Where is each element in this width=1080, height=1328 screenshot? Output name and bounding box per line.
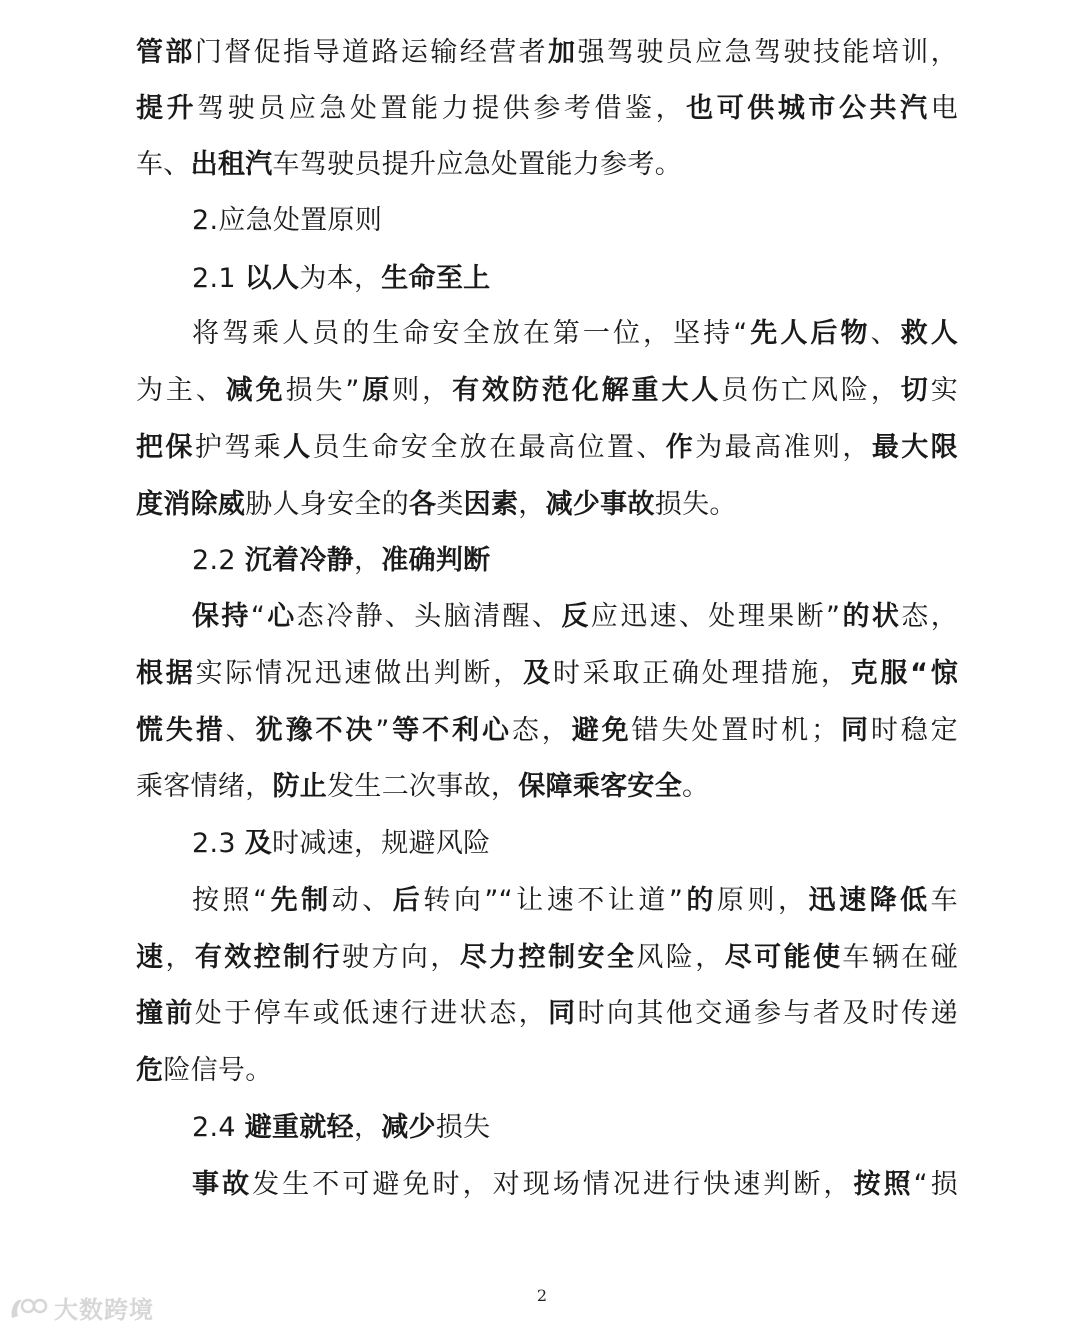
bold-text-run: 作 [665,432,696,463]
bold-text-run: 减免 [225,375,286,406]
bold-text-run: 沉着冷静 [244,545,354,576]
text-line [136,137,958,193]
bold-text-run: 按照 [853,1169,914,1200]
bold-text-run: 尽可能使 [724,942,843,973]
text-run: 员生命安全放在最高位置、 [312,432,666,463]
text-run: “ [250,601,266,632]
bold-text-run: 加 [548,37,578,68]
text-run: 错失处置时机； [631,715,839,746]
watermark [8,1290,154,1324]
bold-text-run: 尽力控制安全 [459,942,637,973]
text-line [136,986,958,1042]
bold-text-run: 生命至上 [381,263,491,294]
bold-text-run: 保持 [192,601,251,632]
bold-text-run: 同 [548,998,578,1029]
text-run: 胁人身安全的 [245,489,410,520]
watermark-logo-icon [8,1292,48,1322]
text-run: 为本， [299,263,382,294]
bold-text-run: 危 [136,1055,164,1086]
bold-text-run: 最大限 [871,432,958,463]
text-run: 2.3 [192,828,245,859]
text-run: 损失。 [654,489,737,520]
text-run: 发生二次事故， [327,771,519,802]
text-run: 、 [870,318,901,349]
text-run: ， [165,942,195,973]
bold-text-run: 减少 [381,1112,436,1143]
text-run: 门督促指导道路运输经营者 [194,37,549,68]
text-line [136,1043,958,1099]
bold-text-run: 犹豫不决 [255,715,376,746]
text-run: 2.2 [192,545,245,576]
text-run: 态冷静、头脑清醒、 [296,601,562,632]
text-run: 时稳定 [870,715,958,746]
bold-text-run: 心 [265,601,297,632]
subsection-heading [192,533,958,589]
text-run: 处于停车或低速行进状态， [194,998,549,1029]
text-run: 为主、 [136,375,226,406]
text-run: ， [353,1112,382,1143]
text-run: 、 [225,715,256,746]
bold-text-run: 因素 [463,489,519,520]
bold-text-run: 及 [244,828,273,859]
text-line [136,25,958,81]
text-run: 为最高准则， [695,432,872,463]
bold-text-run: 保障乘客安全 [518,771,683,802]
bold-text-run: 有效防范化解重大人 [452,375,722,406]
bold-text-run: 反 [561,601,591,632]
bold-text-run: 度消除威 [136,489,246,520]
bold-text-run: 等不利心 [389,715,512,746]
text-run: 车、 [136,149,191,180]
text-run: 风险， [636,942,725,973]
text-run: 类 [436,489,464,520]
text-run: 2.1 [192,263,245,294]
text-line [136,363,958,419]
text-run: 车 [930,885,958,916]
text-run: 电 [930,93,958,124]
bold-text-run: 各 [409,489,437,520]
bold-text-run: 同 [838,715,871,746]
text-run: 实际情况迅速做出判断， [195,658,524,689]
bold-text-run: 防止 [272,771,328,802]
text-run: 损失” [285,375,360,406]
text-line [192,1157,958,1213]
text-line [192,589,958,645]
bold-text-run: 事故 [192,1169,253,1200]
bold-text-run: 避重就轻 [244,1112,354,1143]
text-line [136,81,958,137]
text-line [136,759,958,815]
bold-text-run: 的 [683,885,717,916]
text-run: “损 [913,1169,958,1200]
text-run: 险信号。 [163,1055,273,1086]
text-line [136,930,958,986]
text-run: 应迅速、处理果断” [590,601,841,632]
text-run: 损失 [435,1112,491,1143]
text-run: 转向”“让速不让道” [423,885,684,916]
bold-text-run: 有效控制行 [194,942,343,973]
text-run: 时向其他交通参与者及时传递 [577,998,958,1029]
bold-text-run: 先制 [267,885,332,916]
bold-text-run: 慌失措 [136,715,226,746]
bold-text-run: 先人后物 [747,318,871,349]
text-run: 时采取正确处理措施， [552,658,851,689]
text-run: 2.应急处置原则 [192,205,383,236]
text-run: 2.4 [192,1112,245,1143]
text-line [136,420,958,476]
bold-text-run: 人 [283,432,313,463]
text-run: 原则， [716,885,809,916]
bold-text-run: 避免 [571,715,632,746]
text-run: 乘客情绪， [136,771,273,802]
text-run: 。 [682,771,710,802]
bold-text-run: 的状 [840,601,902,632]
bold-text-run: 后 [392,885,424,916]
bold-text-run: 把保 [136,432,195,463]
subsection-heading [192,1100,958,1156]
text-run: ， [518,489,546,520]
text-run: 驾驶员应急处置能力提供参考借鉴， [197,93,687,124]
text-run: 按照“ [192,885,268,916]
bold-text-run: 减少事故 [545,489,655,520]
bold-text-run: 根据 [136,658,196,689]
text-run: 强驾驶员应急驾驶技能培训， [577,37,958,68]
text-line [136,703,958,759]
bold-text-run: 及 [523,658,553,689]
bold-text-run: 原 [359,375,393,406]
page-number: 2 [536,1286,548,1305]
text-line [136,646,958,702]
text-run: 将驾乘人员的生命安全放在第一位，坚持“ [192,318,748,349]
bold-text-run: 准确判断 [381,545,491,576]
bold-text-run: 迅速降低 [808,885,931,916]
text-run: 发生不可避免时，对现场情况进行快速判断， [252,1169,854,1200]
text-line [136,477,958,533]
subsection-heading [192,251,958,307]
watermark-text: 大数跨境 [54,1295,154,1324]
bold-text-run: 克服“惊 [850,658,958,689]
text-run: ， [353,545,382,576]
text-run: 态， [511,715,572,746]
bold-text-run: 也可供城市公共汽 [686,93,931,124]
text-run: 员伤亡风险， [721,375,901,406]
bold-text-run: 提升 [136,93,198,124]
bold-text-run: 出租汽 [190,149,273,180]
bold-text-run: 以人 [244,263,300,294]
text-run: 则， [392,375,453,406]
text-run: 动、 [331,885,393,916]
bold-text-run: 救人 [900,318,959,349]
text-run: ” [375,715,390,746]
bold-text-run: 管部 [136,37,195,68]
bold-text-run: 撞前 [136,998,195,1029]
text-run: 时减速，规避风险 [272,828,491,859]
bold-text-run: 速 [136,942,166,973]
text-run: 实 [930,375,958,406]
bold-text-run: 切 [900,375,931,406]
text-run: 驶方向， [342,942,460,973]
text-run: 车驾驶员提升应急处置能力参考。 [272,149,683,180]
text-run: 车辆在碰 [842,942,959,973]
text-line [192,306,958,362]
text-line [192,873,958,929]
text-run: 护驾乘 [194,432,284,463]
subsection-heading [192,816,958,872]
section-heading [192,193,958,249]
text-run: 态， [901,601,959,632]
